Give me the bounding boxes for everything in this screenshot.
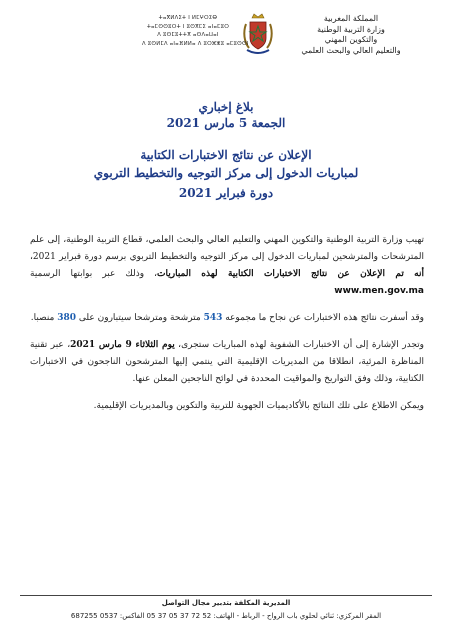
- footer-directorate: المديرية المكلفة بتدبير مجال التواصل: [161, 599, 291, 607]
- header-line: المملكة المغربية: [323, 14, 379, 23]
- header-line: ⵜⴰⵎⵙⵙⵓⵔⵜ ⵏ ⵓⵙⴳⵎⵉ ⴰⵏⴰⵎⵓⵔ: [146, 23, 230, 30]
- royal-emblem-icon: [240, 12, 276, 58]
- ministry-header-tifinagh: [142, 14, 249, 48]
- results-announced-text: أنه تم الإعلان عن نتائج الاختبارات الكتابية لهذه المباريات: [157, 269, 424, 279]
- header-line: والتكوين المهني: [324, 35, 378, 44]
- header-line: ⴷ ⵓⵙⵍⵎⴷ ⴰⵏⴰⴼⵍⵍⴰ ⴷ ⵓⵔⵣⵣⵓ ⴰⵎⵓⵙⵙⵏ: [142, 40, 249, 47]
- successful-candidates-count: 543: [203, 313, 223, 323]
- oral-exam-date: يوم الثلاثاء 9 مارس 2021: [70, 340, 175, 350]
- paragraph-text: ، وذلك عبر بوابتها الرسمية: [30, 269, 158, 279]
- paragraph-4: ويمكن الاطلاع على تلك النتائج بالأكاديميات الجهوية للتربية والتكوين وبالمديريات الإقليمية.: [93, 401, 424, 411]
- footer-contact: المقر المركزي: ثنائي لحلوي باب الرواح - الرباط - الهاتف: 52 72 37 05 37 05 الفاكس: 0537 687255: [70, 612, 382, 620]
- notice-title: بلاغ إخباري: [198, 100, 254, 114]
- footer-divider: [20, 595, 432, 596]
- paragraph-1: [30, 232, 424, 300]
- paragraph-2: [30, 310, 424, 327]
- notice-body: [30, 232, 424, 425]
- ministry-header-arabic: [276, 14, 426, 56]
- positions-count: 380: [57, 313, 77, 323]
- notice-date: الجمعة 5 مارس 2021: [166, 116, 286, 130]
- session-title: دورة فبراير 2021: [178, 186, 274, 200]
- announcement-title: الإعلان عن نتائج الاختبارات الكتابية: [140, 148, 312, 162]
- paragraph-text: وقد أسفرت نتائج هذه الاختبارات عن نجاح ما مجموعه: [222, 313, 424, 323]
- paragraph-3: [30, 337, 424, 388]
- ministry-website-link[interactable]: www.men.gov.ma: [334, 286, 424, 296]
- header-line: ⵜⴰⴳⵍⴷⵉⵜ ⵏ ⵍⵎⵖⵔⵉⴱ: [158, 15, 218, 21]
- header-line: ⴷ ⵓⵙⵎⵓⵜⵜⴳ ⴰⵙⴷⴰⵡⴰⵏ: [157, 32, 219, 38]
- paragraph-text: تهيب وزارة التربية الوطنية والتكوين المهني والتعليم العالي والبحث العلمي، قطاع التربية الوطنية، إلى علم المترشحات والمترشحين لمباريات الدخول إلى مركز التوجيه والتخطيط التربوي برسم دورة فبراير 2021،: [30, 235, 424, 262]
- paragraph-text: منصبا.: [30, 313, 58, 323]
- header-line: وزارة التربية الوطنية: [317, 24, 385, 34]
- paragraph-text: وتجدر الإشارة إلى أن الاختبارات الشفوية لهذه المباريات ستجرى،: [174, 340, 424, 350]
- paragraph-text: مترشحة ومترشحا سيتبارون على: [76, 313, 204, 323]
- paragraph-text: ، عبر تقنية المناظرة المرئية، انطلاقا من المديريات الإقليمية التي ينتمي إليها المترشحون الناجحون في الاختبارات الكتابية، وذلك وفق التواريخ والمواقيت المحددة في لوائح الناجحين المعلن عنها.: [30, 340, 424, 384]
- header-line: والتعليم العالي والبحث العلمي: [301, 45, 401, 55]
- announcement-subject: لمباريات الدخول إلى مركز التوجيه والتخطيط التربوي: [93, 166, 359, 180]
